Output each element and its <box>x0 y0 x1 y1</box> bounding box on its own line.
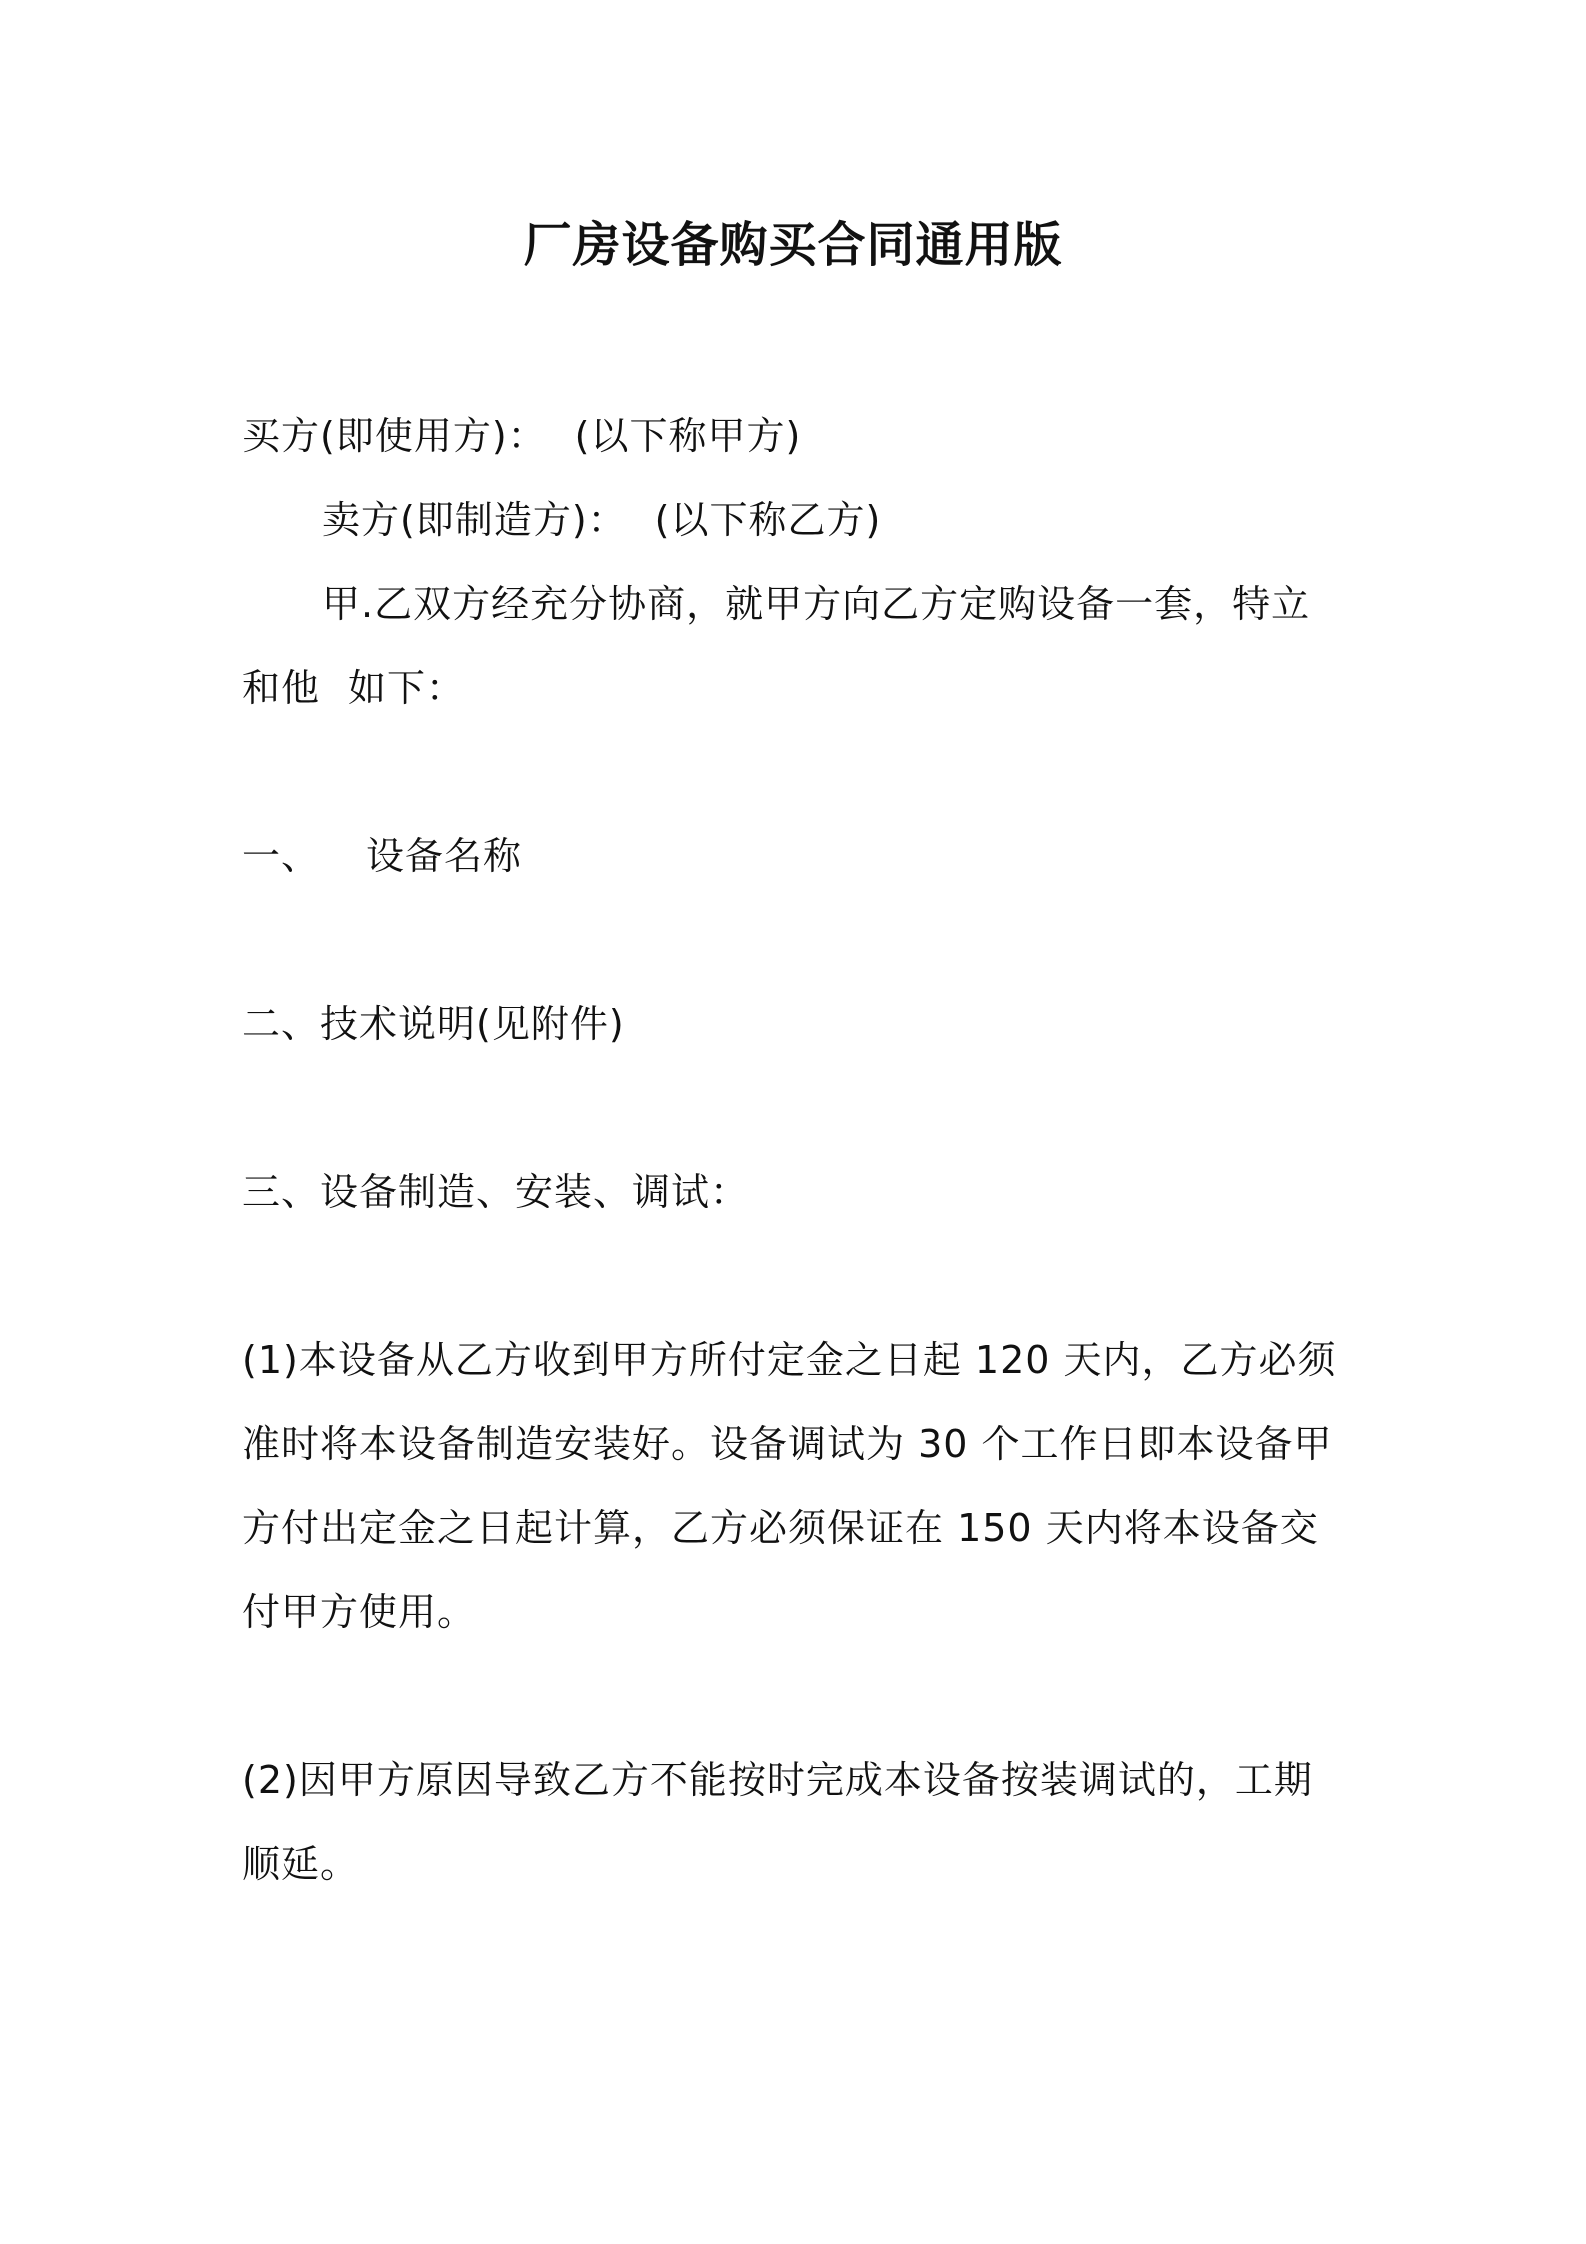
preamble-line-1: 甲.乙双方经充分协商，就甲方向乙方定购设备一套，特立 <box>322 582 1311 626</box>
clause-1-line-3: 方付出定金之日起计算，乙方必须保证在 150 天内将本设备交 <box>242 1506 1319 1550</box>
seller-alias: (以下称乙方) <box>654 498 882 542</box>
section-3-heading: 三、设备制造、安装、调试： <box>242 1170 750 1214</box>
document-title: 厂房设备购买合同通用版 <box>523 217 1063 273</box>
seller-line <box>322 492 881 548</box>
buyer-line <box>242 408 801 464</box>
clause-1-line-2: 准时将本设备制造安装好。设备调试为 30 个工作日即本设备甲 <box>242 1422 1333 1466</box>
section-1-number: 一、 <box>242 834 321 878</box>
buyer-label: 买方(即使用方)： <box>242 414 547 458</box>
clause-2-line-2: 顺延。 <box>242 1842 360 1886</box>
clause-2-line-1: (2)因甲方原因导致乙方不能按时完成本设备按装调试的，工期 <box>242 1758 1313 1802</box>
seller-label: 卖方(即制造方)： <box>322 498 627 542</box>
preamble-line-2 <box>242 660 465 716</box>
preamble-line-2-start: 和他 <box>242 666 321 710</box>
clause-1-line-4: 付甲方使用。 <box>242 1590 477 1634</box>
section-1-title: 设备名称 <box>366 834 523 878</box>
preamble-line-2-end: 如下： <box>348 666 466 710</box>
buyer-alias: (以下称甲方) <box>574 414 802 458</box>
section-2-heading: 二、技术说明(见附件) <box>242 1002 625 1046</box>
clause-1-line-1: (1)本设备从乙方收到甲方所付定金之日起 120 天内，乙方必须 <box>242 1338 1337 1382</box>
section-1-heading <box>242 828 522 884</box>
